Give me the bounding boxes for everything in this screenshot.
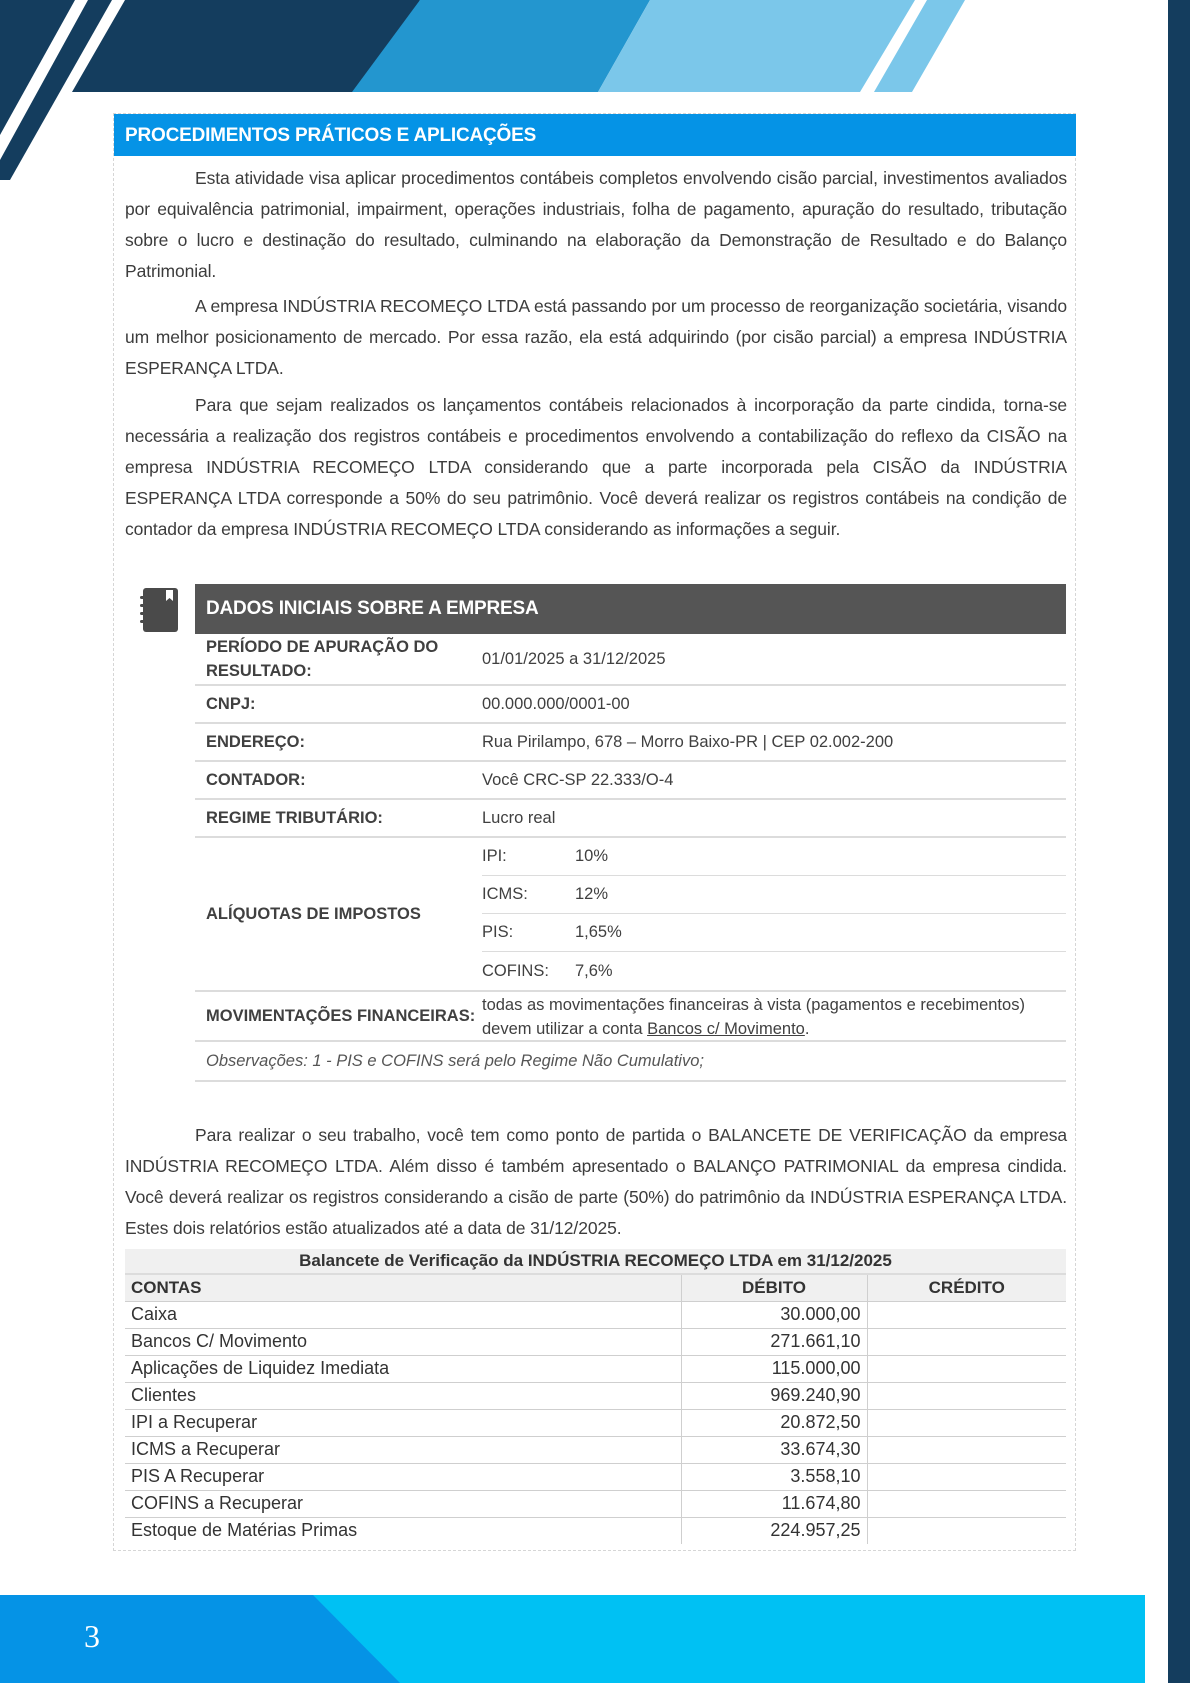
debit-value: 11.674,80	[681, 1490, 867, 1517]
row-label: ALÍQUOTAS DE IMPOSTOS	[206, 905, 421, 923]
row-value: Lucro real	[482, 809, 556, 827]
dados-iniciais-table	[195, 584, 1066, 1082]
debit-value: 969.240,90	[681, 1382, 867, 1409]
dados-row-aliquotas	[195, 838, 1066, 992]
tax-name: PIS:	[482, 923, 514, 941]
tax-name: IPI:	[482, 847, 507, 865]
right-edge-bar	[1168, 0, 1190, 1683]
dados-row-regime	[195, 800, 1066, 838]
paragraph-text: Para realizar o seu trabalho, você tem como ponto de partida o BALANCETE DE VERIFICAÇÃO da empresa INDÚSTRIA RECOMEÇO LTDA. Além disso é também apresentado o BALANÇO PATRIMONIAL da empresa cindida. Você deverá realizar os registros considerando a cisão de parte (50%) do patrimônio da INDÚSTRIA ESPERANÇA LTDA. Estes dois relatórios estão atualizados até a data de 31/12/2025.	[125, 1125, 1067, 1238]
credit-value	[867, 1436, 1066, 1463]
table-row	[125, 1382, 1066, 1409]
paragraph-text: Para que sejam realizados os lançamentos contábeis relacionados à incorporação da parte cindida, torna-se necessária a realização dos registros contábeis e procedimentos envolvendo a contabilização do reflexo da CISÃO na empresa INDÚSTRIA RECOMEÇO LTDA considerando que a parte incorporada pela CISÃO da INDÚSTRIA ESPERANÇA LTDA corresponde a 50% do seu patrimônio. Você deverá realizar os registros contábeis na condição de contador da empresa INDÚSTRIA RECOMEÇO LTDA considerando as informações a seguir.	[125, 395, 1067, 539]
debit-value: 3.558,10	[681, 1463, 867, 1490]
account-name: ICMS a Recuperar	[125, 1436, 681, 1463]
table-row	[125, 1409, 1066, 1436]
dados-row-movimentacoes	[195, 992, 1066, 1042]
credit-value	[867, 1301, 1066, 1328]
paragraph-text: Esta atividade visa aplicar procedimentos contábeis completos envolvendo cisão parcial, investimentos avaliados por equivalência patrimonial, impairment, operações industriais, folha de pagamento, apuração do resultado, tributação sobre o lucro e destinação do resultado, culminando na elaboração da Demonstração de Resultado e do Balanço Patrimonial.	[125, 168, 1067, 281]
tax-row-icms	[482, 876, 1066, 914]
dados-row-periodo	[195, 634, 1066, 686]
account-name: Clientes	[125, 1382, 681, 1409]
dados-row-endereco	[195, 724, 1066, 762]
row-label: CONTADOR:	[206, 771, 306, 789]
credit-value	[867, 1382, 1066, 1409]
account-name: Aplicações de Liquidez Imediata	[125, 1355, 681, 1382]
table-row	[125, 1517, 1066, 1544]
tax-rate: 12%	[575, 885, 609, 903]
notebook-icon	[140, 588, 178, 632]
account-name: PIS A Recuperar	[125, 1463, 681, 1490]
tax-name: COFINS:	[482, 961, 549, 980]
tax-name: ICMS:	[482, 885, 528, 903]
tax-rate: 1,65%	[575, 923, 622, 941]
account-name: Bancos C/ Movimento	[125, 1328, 681, 1355]
balancete-title: Balancete de Verificação da INDÚSTRIA RECOMEÇO LTDA em 31/12/2025	[125, 1249, 1066, 1274]
credit-value	[867, 1409, 1066, 1436]
tax-row-ipi	[482, 838, 1066, 876]
account-name: Caixa	[125, 1301, 681, 1328]
paragraph-cisao	[125, 390, 1067, 545]
paragraph-balancete-intro	[125, 1120, 1067, 1244]
debit-value: 224.957,25	[681, 1517, 867, 1544]
balancete-table	[125, 1249, 1066, 1544]
page-number: 3	[84, 1618, 100, 1654]
paragraph-text: A empresa INDÚSTRIA RECOMEÇO LTDA está passando por um processo de reorganização societária, visando um melhor posicionamento de mercado. Por essa razão, ela está adquirindo (por cisão parcial) a empresa INDÚSTRIA ESPERANÇA LTDA.	[125, 296, 1067, 378]
observacoes-note: Observações: 1 - PIS e COFINS será pelo Regime Não Cumulativo;	[195, 1042, 1066, 1082]
account-name: Estoque de Matérias Primas	[131, 1520, 358, 1541]
debit-value: 30.000,00	[681, 1301, 867, 1328]
table-row	[125, 1328, 1066, 1355]
credit-value	[867, 1355, 1066, 1382]
row-value	[482, 992, 1066, 1040]
row-value: 01/01/2025 a 31/12/2025	[482, 650, 666, 668]
paragraph-intro	[125, 163, 1067, 287]
value-text: .	[804, 1020, 810, 1038]
column-header-contas: CONTAS	[125, 1274, 681, 1301]
row-label: PERÍODO DE APURAÇÃO DO RESULTADO:	[206, 638, 439, 680]
credit-value	[867, 1463, 1066, 1490]
row-value: Rua Pirilampo, 678 – Morro Baixo-PR | CEP 02.002-200	[482, 733, 894, 751]
paragraph-company	[125, 291, 1067, 384]
tax-row-cofins	[482, 952, 1066, 990]
table-row	[125, 1355, 1066, 1382]
table-row	[125, 1301, 1066, 1328]
debit-value: 115.000,00	[681, 1355, 867, 1382]
row-value: 00.000.000/0001-00	[482, 695, 630, 713]
balancete-title-row	[125, 1249, 1066, 1274]
credit-value	[867, 1490, 1066, 1517]
tax-rate: 10%	[575, 847, 609, 865]
balancete-header-row	[125, 1274, 1066, 1301]
value-text: todas as movimentações financeiras à vista (pagamentos e recebimentos) devem utilizar a conta	[482, 996, 1025, 1038]
row-label: ENDEREÇO:	[206, 733, 306, 751]
credit-value	[867, 1328, 1066, 1355]
table-row	[125, 1490, 1066, 1517]
tax-row-pis	[482, 914, 1066, 952]
section-title: PROCEDIMENTOS PRÁTICOS E APLICAÇÕES	[114, 114, 1076, 156]
credit-value	[867, 1517, 1066, 1544]
tax-list	[482, 838, 1066, 990]
row-value: Você CRC-SP 22.333/O-4	[482, 771, 674, 789]
debit-value: 33.674,30	[681, 1436, 867, 1463]
table-row	[125, 1463, 1066, 1490]
footer-band	[0, 1595, 1145, 1683]
dados-title: DADOS INICIAIS SOBRE A EMPRESA	[195, 584, 1066, 634]
bancos-account-reference: Bancos c/ Movimento	[647, 1020, 805, 1038]
column-header-credito: CRÉDITO	[867, 1274, 1066, 1301]
debit-value: 20.872,50	[681, 1409, 867, 1436]
table-row	[125, 1436, 1066, 1463]
tax-rate: 7,6%	[575, 961, 613, 980]
dados-row-contador	[195, 762, 1066, 800]
dados-row-cnpj	[195, 686, 1066, 724]
debit-value: 271.661,10	[681, 1328, 867, 1355]
account-name: COFINS a Recuperar	[125, 1490, 681, 1517]
row-label: MOVIMENTAÇÕES FINANCEIRAS:	[206, 1007, 476, 1025]
row-label: REGIME TRIBUTÁRIO:	[206, 809, 383, 827]
row-label: CNPJ:	[206, 695, 256, 713]
account-name: IPI a Recuperar	[125, 1409, 681, 1436]
column-header-debito: DÉBITO	[681, 1274, 867, 1301]
